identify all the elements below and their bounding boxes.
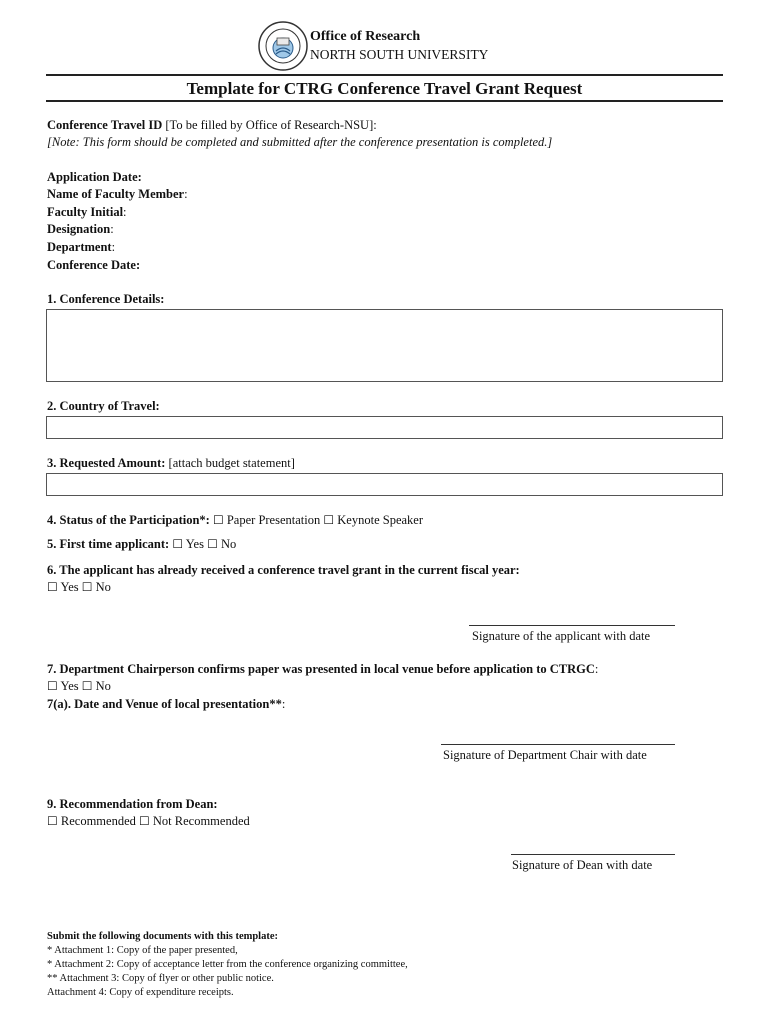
office-heading: [310, 28, 488, 64]
attachments-heading: Submit the following documents with this template:: [47, 931, 279, 942]
chair-confirms-no-checkbox[interactable]: ☐: [81, 679, 93, 693]
conference-id-label: Conference Travel ID: [47, 118, 163, 132]
recommended-checkbox[interactable]: ☐: [47, 814, 58, 828]
requested-amount-input[interactable]: [46, 473, 723, 496]
country-of-travel-input[interactable]: [46, 416, 723, 439]
faculty-name-colon: :: [184, 187, 188, 201]
requested-amount-label: 3. Requested Amount:: [47, 456, 166, 470]
university-seal-logo: [258, 21, 308, 71]
faculty-name-label: Name of Faculty Member: [47, 187, 185, 201]
previous-grant-yes-label: Yes: [60, 580, 79, 594]
keynote-speaker-checkbox[interactable]: ☐: [323, 513, 335, 527]
conference-details-input[interactable]: [46, 309, 723, 382]
attachment-item: Attachment 4: Copy of expenditure receipts.: [47, 987, 234, 998]
chair-confirms-colon: :: [594, 662, 599, 676]
designation-row: [47, 222, 114, 237]
page-title: Template for CTRG Conference Travel Grant Request: [186, 79, 583, 98]
department-colon: :: [111, 240, 116, 254]
faculty-initial-colon: :: [123, 205, 127, 219]
requested-amount-hint: [attach budget statement]: [168, 456, 295, 470]
chair-confirms-row: [47, 662, 598, 677]
application-date-label: Application Date:: [47, 170, 142, 184]
office-name: Office of Research: [310, 29, 421, 44]
attachment-item: ** Attachment 3: Copy of flyer or other public notice.: [47, 973, 274, 984]
previous-grant-options: [47, 580, 111, 595]
first-time-yes-checkbox[interactable]: ☐: [172, 537, 184, 551]
first-time-no-label: No: [221, 537, 237, 551]
conference-date-label: Conference Date:: [47, 258, 141, 272]
country-of-travel-label: 2. Country of Travel:: [47, 399, 160, 413]
participation-status-row: [47, 513, 423, 528]
chair-confirms-yes-checkbox[interactable]: ☐: [47, 679, 58, 693]
local-presentation-label: 7(a). Date and Venue of local presentation**: [47, 697, 282, 711]
paper-presentation-checkbox[interactable]: ☐: [212, 513, 224, 527]
conference-id-line: [47, 118, 377, 133]
previous-grant-yes-checkbox[interactable]: ☐: [47, 580, 58, 594]
applicant-signature-line[interactable]: [469, 625, 675, 626]
chair-signature-line[interactable]: [441, 744, 675, 745]
local-presentation-row: [47, 697, 285, 712]
previous-grant-no-checkbox[interactable]: ☐: [81, 580, 93, 594]
conference-id-hint: [To be filled by Office of Research-NSU]:: [165, 118, 377, 132]
chair-confirms-label: 7. Department Chairperson confirms paper was presented in local venue before application to CTRGC: [47, 662, 595, 676]
first-time-applicant-label: 5. First time applicant:: [47, 537, 170, 551]
attachments-section: [47, 930, 408, 1000]
participation-status-label: 4. Status of the Participation*:: [47, 513, 210, 527]
faculty-name-row: [47, 187, 188, 202]
attachment-item: * Attachment 1: Copy of the paper presented,: [47, 945, 238, 956]
chair-confirms-no-label: No: [95, 679, 111, 693]
faculty-initial-label: Faculty Initial: [47, 205, 124, 219]
faculty-initial-row: [47, 205, 127, 220]
first-time-applicant-row: [47, 537, 236, 552]
requested-amount-row: [47, 456, 295, 471]
not-recommended-label: Not Recommended: [152, 814, 250, 828]
chair-confirms-yes-label: Yes: [60, 679, 79, 693]
dean-signature-caption: Signature of Dean with date: [512, 858, 653, 872]
dean-recommendation-options: [47, 814, 250, 829]
designation-label: Designation: [47, 222, 111, 236]
conference-details-label: 1. Conference Details:: [47, 292, 165, 306]
paper-presentation-label: Paper Presentation: [226, 513, 321, 527]
keynote-speaker-label: Keynote Speaker: [337, 513, 423, 527]
previous-grant-no-label: No: [95, 580, 111, 594]
title-bottom-rule: [46, 100, 723, 102]
applicant-signature-caption: Signature of the applicant with date: [472, 629, 651, 643]
department-label: Department: [47, 240, 112, 254]
dean-recommendation-label: 9. Recommendation from Dean:: [47, 797, 218, 811]
recommended-label: Recommended: [60, 814, 136, 828]
designation-colon: :: [110, 222, 114, 236]
chair-signature-caption: Signature of Department Chair with date: [443, 748, 647, 762]
dean-signature-line[interactable]: [511, 854, 675, 855]
department-row: [47, 240, 115, 255]
chair-confirms-options: [47, 679, 111, 694]
title-top-rule: [46, 74, 723, 76]
local-presentation-colon: :: [281, 697, 286, 711]
first-time-no-checkbox[interactable]: ☐: [207, 537, 218, 551]
not-recommended-checkbox[interactable]: ☐: [139, 814, 150, 828]
conference-note: [Note: This form should be completed and submitted after the conference presentation is completed.]: [47, 135, 553, 149]
attachment-item: * Attachment 2: Copy of acceptance letter from the conference organizing committee,: [47, 959, 408, 970]
previous-grant-label: 6. The applicant has already received a conference travel grant in the current fiscal year:: [47, 563, 520, 577]
university-name: NORTH SOUTH UNIVERSITY: [310, 47, 489, 62]
first-time-yes-label: Yes: [185, 537, 204, 551]
